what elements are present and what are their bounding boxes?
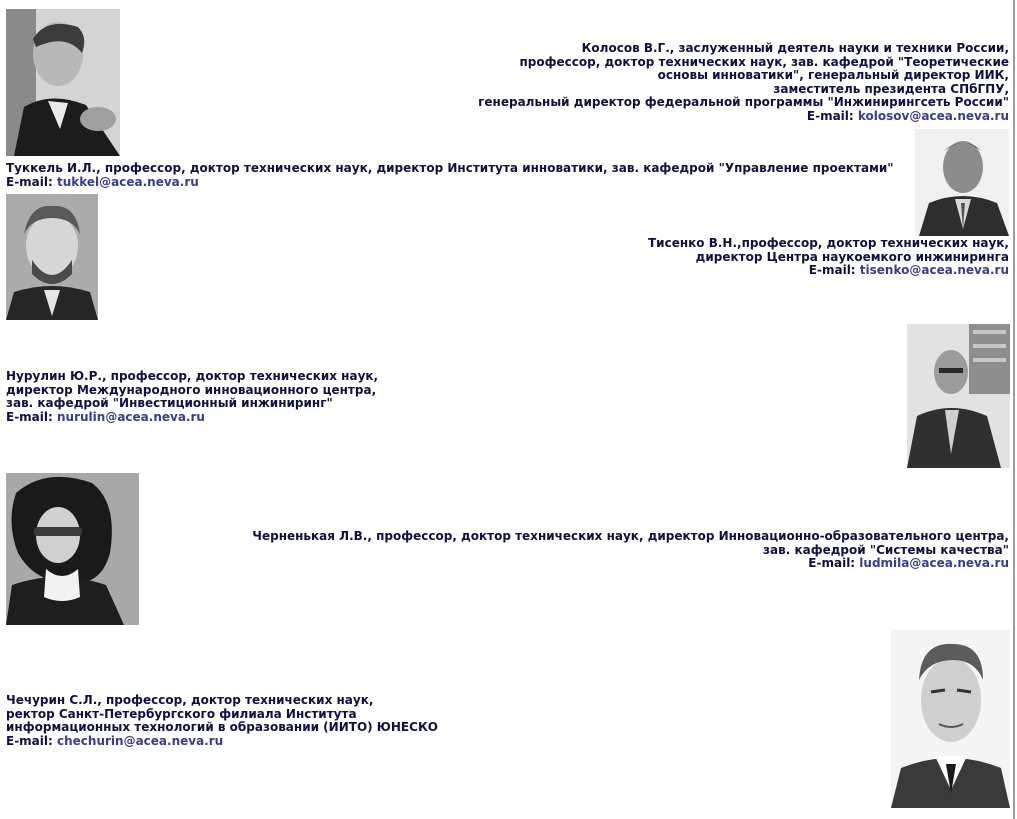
- email-label: E-mail:: [6, 409, 53, 424]
- photo-nurulin: [907, 324, 1010, 468]
- bio-line: директор Международного инновационного центра,: [6, 382, 377, 397]
- bio-line: Туккель И.Л., профессор, доктор технических наук, директор Института инноватики, зав. кафедрой "Управление проектами": [6, 161, 894, 175]
- email-label: E-mail:: [808, 556, 856, 570]
- bio-line: профессор, доктор технических наук, зав. кафедрой "Теоретические: [519, 54, 1009, 69]
- bio-line: Нурулин Ю.Р., профессор, доктор технических наук,: [6, 369, 379, 383]
- email-label: E-mail:: [806, 108, 854, 123]
- bio-line: зав. кафедрой "Системы качества": [763, 542, 1009, 557]
- email-label: E-mail:: [808, 263, 856, 277]
- bio-line: Чечурин С.Л., профессор, доктор технических наук,: [6, 693, 374, 707]
- page-right-divider: [1013, 0, 1015, 819]
- bio-line: заместитель президента СПбГПУ,: [773, 81, 1009, 96]
- bio-line: ректор Санкт-Петербургского филиала Института: [6, 706, 357, 721]
- email-link-kolosov[interactable]: kolosov@acea.neva.ru: [857, 108, 1009, 123]
- photo-kolosov: [6, 9, 120, 156]
- email-link-tukkel[interactable]: tukkel@acea.neva.ru: [57, 174, 199, 189]
- photo-tukkel: [915, 129, 1009, 236]
- bio-line: Тисенко В.Н.,профессор, доктор технических наук,: [648, 236, 1009, 250]
- email-label: E-mail:: [6, 174, 53, 189]
- email-link-nurulin[interactable]: nurulin@acea.neva.ru: [57, 409, 205, 424]
- photo-chechurin: [891, 630, 1010, 808]
- email-link-tisenko[interactable]: tisenko@acea.neva.ru: [859, 263, 1009, 277]
- email-label: E-mail:: [6, 733, 53, 748]
- email-link-chechurin[interactable]: chechurin@acea.neva.ru: [57, 733, 224, 748]
- bio-line: основы инноватики", генеральный директор ИИК,: [657, 68, 1009, 82]
- photo-tisenko: [6, 194, 98, 320]
- bio-line: зав. кафедрой "Инвестиционный инжиниринг": [6, 396, 333, 410]
- bio-line: генеральный директор федеральной программы "Инжинирингсеть России": [478, 95, 1009, 109]
- bio-line: директор Центра наукоемкого инжиниринга: [695, 249, 1009, 264]
- email-link-chernenkaya[interactable]: ludmila@acea.neva.ru: [859, 556, 1009, 570]
- bio-line: Колосов В.Г., заслуженный деятель науки и техники России,: [581, 41, 1009, 55]
- photo-chernenkaya: [6, 473, 139, 625]
- bio-line: информационных технологий в образовании (ИИТО) ЮНЕСКО: [6, 720, 438, 734]
- bio-line: Черненькая Л.В., профессор, доктор технических наук, директор Инновационно-образовательного центра,: [252, 529, 1009, 543]
